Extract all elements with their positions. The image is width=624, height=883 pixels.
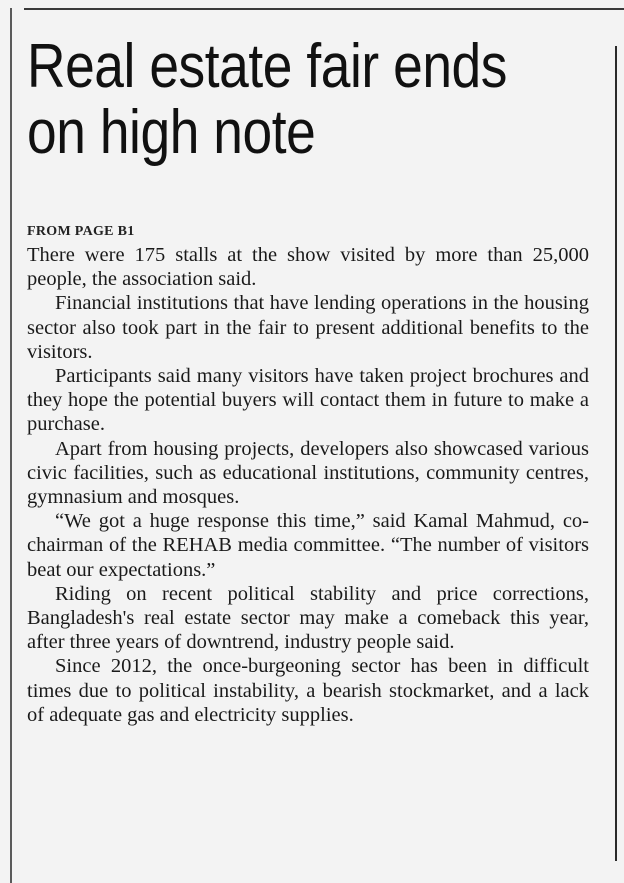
dateline: FROM PAGE B1 (27, 224, 135, 239)
paragraph-5: “We got a huge response this time,” said Kamal Mahmud, co-chairman of the REHAB media committee. “The number of visitors beat our expectations.” (27, 510, 589, 581)
news-article (27, 32, 589, 726)
paragraph-3: Participants said many visitors have taken project brochures and they hope the potential buyers will contact them in future to make a purchase. (27, 365, 589, 436)
paragraph-6: Riding on recent political stability and price corrections, Bangladesh's real estate sector may make a comeback this year, after three years of downtrend, industry people said. (27, 582, 589, 654)
headline (27, 34, 589, 166)
paragraph-4: Apart from housing projects, developers also showcased various civic facilities, such as educational institutions, community centres, gymnasium and mosques. (27, 437, 589, 509)
paragraph-1: There were 175 stalls at the show visited by more than 25,000 people, the association said. (27, 244, 589, 291)
headline-line-2: on high note (27, 98, 316, 167)
paragraph-2: Financial institutions that have lending operations in the housing sector also took part in the fair to present additional benefits to the visitors. (27, 292, 589, 363)
article-body (27, 243, 589, 727)
left-column-rule (10, 8, 12, 883)
right-column-rule (615, 46, 617, 861)
paragraph-7: Since 2012, the once-burgeoning sector has been in difficult times due to political instability, a bearish stockmarket, and a lack of adequate gas and electricity supplies. (27, 655, 589, 726)
headline-line-1: Real estate fair ends (27, 32, 508, 101)
top-rule (24, 8, 624, 10)
